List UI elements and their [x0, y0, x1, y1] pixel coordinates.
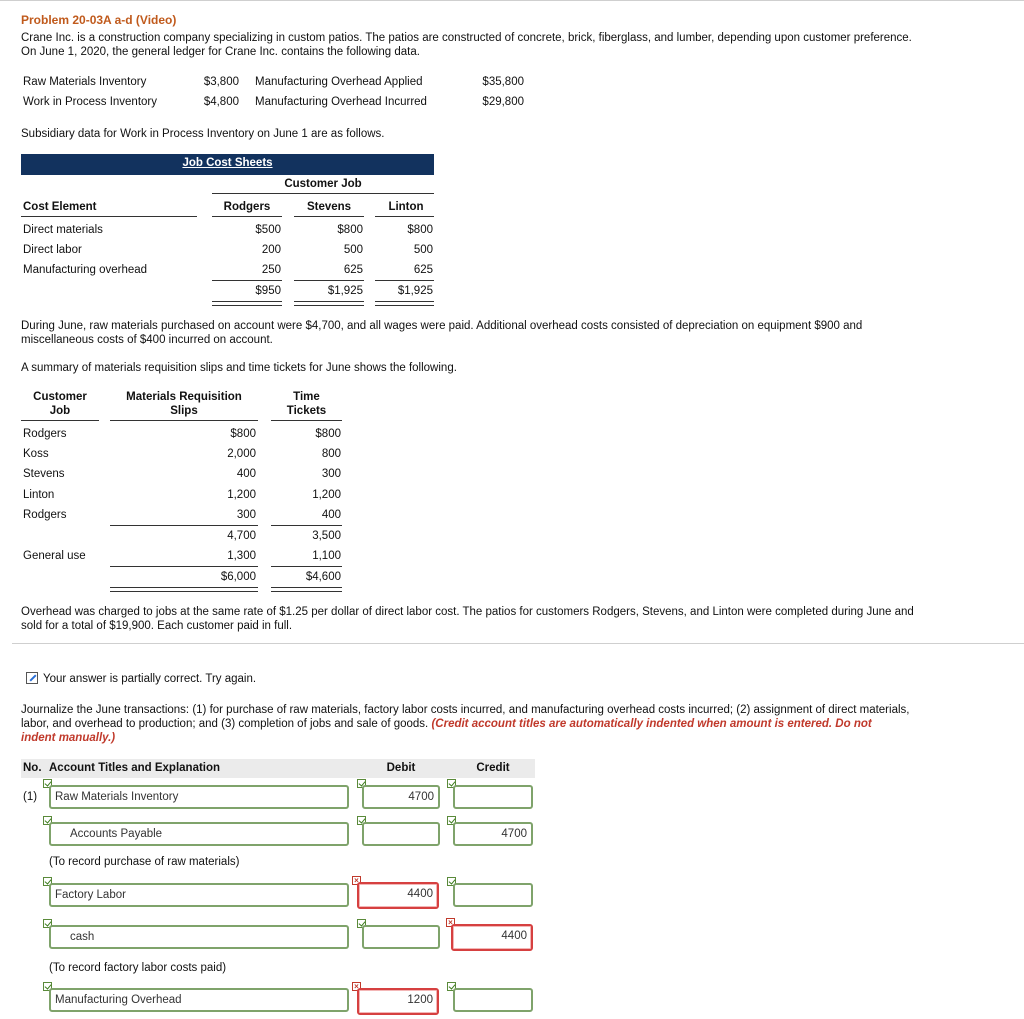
cost-cell: $800 — [407, 224, 433, 236]
req-mat: 300 — [236, 509, 256, 521]
total-double-rule — [212, 301, 282, 306]
cost-total: $1,925 — [327, 285, 363, 297]
account-input[interactable]: Manufacturing Overhead — [49, 988, 349, 1012]
sum-rule — [375, 280, 434, 281]
cost-cell: 625 — [413, 264, 433, 276]
overhead-text-1: Overhead was charged to jobs at the same rate of $1.25 per dollar of direct labor cost. The patios for customers Rodgers, Stevens, and Linton were completed during June and — [21, 606, 914, 618]
debit-input[interactable]: 4700 — [362, 785, 440, 809]
account-input[interactable]: Factory Labor — [49, 883, 349, 907]
cost-row-label: Manufacturing overhead — [23, 264, 148, 276]
header-rule — [271, 420, 342, 421]
header-rule — [21, 216, 197, 217]
ledger-amount: $29,800 — [482, 96, 524, 108]
header-rule — [212, 216, 282, 217]
req-mat: 400 — [236, 468, 256, 480]
req-time: 300 — [321, 468, 341, 480]
req-mat: $800 — [230, 428, 256, 440]
h-customer: Customer — [33, 391, 87, 403]
cost-cell: 250 — [261, 264, 281, 276]
header-rule — [375, 216, 434, 217]
sum-rule — [212, 280, 282, 281]
h-slips: Slips — [170, 405, 198, 417]
req-total-mat: $6,000 — [220, 571, 256, 583]
credit-input[interactable] — [453, 988, 533, 1012]
job-cost-banner: Job Cost Sheets — [21, 154, 434, 175]
sum-rule — [110, 566, 258, 567]
req-job: General use — [23, 550, 86, 562]
h-customer-job: Job — [49, 405, 71, 417]
cost-total: $950 — [255, 285, 281, 297]
req-job: Stevens — [23, 468, 65, 480]
feedback-message: Your answer is partially correct. Try again. — [43, 673, 257, 685]
account-input[interactable]: Raw Materials Inventory — [49, 785, 349, 809]
debit-input[interactable]: 1200 — [357, 988, 439, 1015]
req-job: Koss — [23, 448, 49, 460]
cost-cell: 625 — [343, 264, 363, 276]
req-mat: 1,300 — [227, 550, 256, 562]
cost-cell: $500 — [255, 224, 281, 236]
col-rodgers: Rodgers — [223, 201, 271, 213]
june-text-2: miscellaneous costs of $400 incurred on account. — [21, 334, 273, 346]
cost-row-label: Direct materials — [23, 224, 103, 236]
h-materials: Materials Requisition — [126, 391, 242, 403]
req-subtotal-mat: 4,700 — [227, 530, 256, 542]
customer-job-header: Customer Job — [284, 178, 362, 190]
h-tickets: Tickets — [286, 405, 327, 417]
ledger-label: Raw Materials Inventory — [23, 76, 147, 88]
col-stevens: Stevens — [306, 201, 352, 213]
section-divider — [12, 643, 1024, 644]
req-time: 1,200 — [312, 489, 341, 501]
top-border — [0, 0, 1024, 1]
sum-rule — [294, 280, 364, 281]
ledger-amount: $4,800 — [203, 96, 239, 108]
header-rule — [21, 420, 99, 421]
sum-rule — [271, 566, 342, 567]
debit-input[interactable]: 4400 — [357, 882, 439, 909]
total-double-rule — [271, 587, 342, 592]
cost-cell: 500 — [413, 244, 433, 256]
instructions-line-1: Journalize the June transactions: (1) for purchase of raw materials, factory labor costs incurred, and manufacturing overhead costs incurred; (2) assignment of direct materials, — [21, 704, 910, 716]
entry-number: (1) — [23, 791, 38, 803]
journal-h-no: No. — [23, 762, 42, 774]
journal-h-title: Account Titles and Explanation — [49, 762, 221, 774]
intro-line-2: On June 1, 2020, the general ledger for Crane Inc. contains the following data. — [21, 46, 420, 58]
col-linton: Linton — [388, 201, 424, 213]
explanation-text: (To record purchase of raw materials) — [49, 856, 240, 868]
sum-rule — [271, 525, 342, 526]
req-time: 800 — [321, 448, 341, 460]
ledger-label: Work in Process Inventory — [23, 96, 158, 108]
ledger-label: Manufacturing Overhead Applied — [255, 76, 423, 88]
sum-rule — [110, 525, 258, 526]
journal-h-credit: Credit — [476, 762, 510, 774]
cost-total: $1,925 — [397, 285, 433, 297]
req-time: 400 — [321, 509, 341, 521]
req-subtotal-time: 3,500 — [312, 530, 341, 542]
credit-input[interactable] — [453, 785, 533, 809]
total-double-rule — [110, 587, 258, 592]
cost-cell: 200 — [261, 244, 281, 256]
account-input[interactable]: cash — [49, 925, 349, 949]
req-total-time: $4,600 — [305, 571, 341, 583]
explanation-text: (To record factory labor costs paid) — [49, 962, 227, 974]
subsidiary-text: Subsidiary data for Work in Process Inventory on June 1 are as follows. — [21, 128, 385, 140]
header-rule — [294, 216, 364, 217]
ledger-label: Manufacturing Overhead Incurred — [255, 96, 427, 108]
req-time: $800 — [315, 428, 341, 440]
instructions-line-2: labor, and overhead to production; and (3) completion of jobs and sale of goods. (Credit account titles are automatically indented when amount is entered. Do not — [21, 718, 872, 730]
journal-h-debit: Debit — [386, 762, 416, 774]
cost-cell: $800 — [337, 224, 363, 236]
credit-input[interactable]: 4700 — [453, 822, 533, 846]
total-double-rule — [375, 301, 434, 306]
problem-title: Problem 20-03A a-d (Video) — [21, 13, 177, 27]
ledger-amount: $3,800 — [203, 76, 239, 88]
total-double-rule — [294, 301, 364, 306]
cost-cell: 500 — [343, 244, 363, 256]
credit-input[interactable] — [453, 883, 533, 907]
req-job: Linton — [23, 489, 55, 501]
overhead-text-2: sold for a total of $19,900. Each customer paid in full. — [21, 620, 293, 632]
ledger-amount: $35,800 — [482, 76, 524, 88]
req-mat: 1,200 — [227, 489, 256, 501]
debit-input[interactable] — [362, 925, 440, 949]
debit-input[interactable] — [362, 822, 440, 846]
intro-line-1: Crane Inc. is a construction company specializing in custom patios. The patios are constructed of concrete, brick, fiberglass, and lumber, depending upon customer preference. — [21, 32, 912, 44]
req-mat: 2,000 — [227, 448, 256, 460]
cost-element-header: Cost Element — [23, 201, 97, 213]
pencil-icon — [26, 672, 38, 684]
instructions-line-3: indent manually.) — [21, 732, 116, 744]
header-rule — [212, 193, 434, 194]
june-text-1: During June, raw materials purchased on account were $4,700, and all wages were paid. Additional overhead costs consisted of depreciation on equipment $900 and — [21, 320, 863, 332]
summary-text: A summary of materials requisition slips and time tickets for June shows the following. — [21, 362, 457, 374]
req-job: Rodgers — [23, 509, 67, 521]
header-rule — [110, 420, 258, 421]
req-time: 1,100 — [312, 550, 341, 562]
h-time: Time — [293, 391, 320, 403]
cost-row-label: Direct labor — [23, 244, 82, 256]
credit-input[interactable]: 4400 — [451, 924, 533, 951]
req-job: Rodgers — [23, 428, 67, 440]
account-input[interactable]: Accounts Payable — [49, 822, 349, 846]
